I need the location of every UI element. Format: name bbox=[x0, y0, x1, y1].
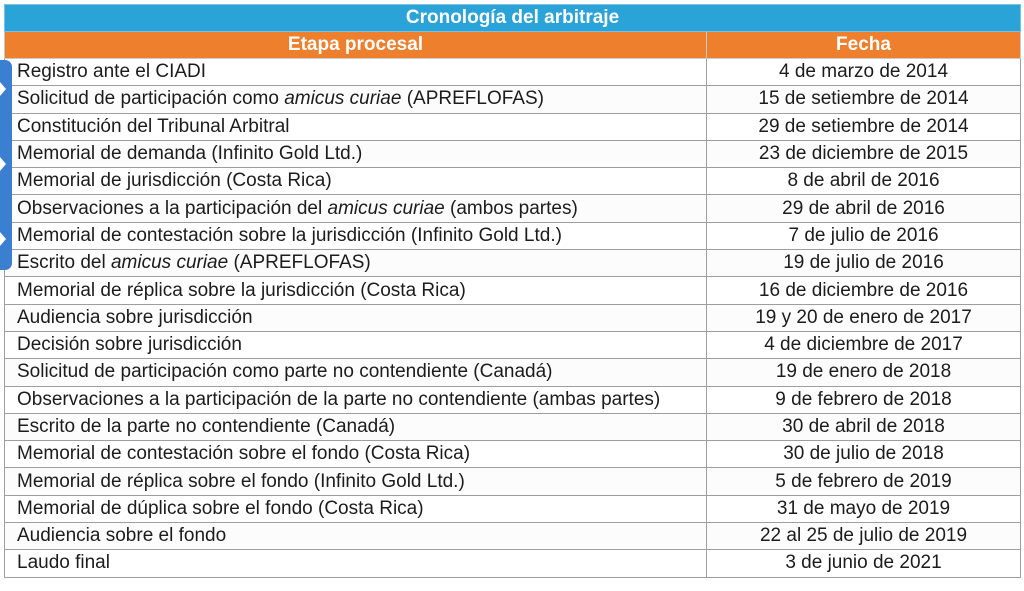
table-row bbox=[5, 304, 1021, 331]
table-row bbox=[5, 277, 1021, 304]
date-cell: 8 de abril de 2016 bbox=[707, 168, 1021, 195]
stage-cell: Audiencia sobre el fondo bbox=[5, 523, 707, 550]
table-row bbox=[5, 222, 1021, 249]
table-row bbox=[5, 386, 1021, 413]
date-cell: 30 de julio de 2018 bbox=[707, 441, 1021, 468]
date-cell: 19 de julio de 2016 bbox=[707, 250, 1021, 277]
tab-notch-icon bbox=[0, 157, 6, 171]
date-cell: 9 de febrero de 2018 bbox=[707, 386, 1021, 413]
table-row bbox=[5, 550, 1021, 577]
table-row bbox=[5, 413, 1021, 440]
header-stage: Etapa procesal bbox=[5, 32, 707, 59]
table-row bbox=[5, 468, 1021, 495]
date-cell: 5 de febrero de 2019 bbox=[707, 468, 1021, 495]
date-cell: 15 de setiembre de 2014 bbox=[707, 86, 1021, 113]
date-cell: 19 y 20 de enero de 2017 bbox=[707, 304, 1021, 331]
stage-cell: Escrito de la parte no contendiente (Canadá) bbox=[5, 413, 707, 440]
stage-cell: Memorial de demanda (Infinito Gold Ltd.) bbox=[5, 140, 707, 167]
chronology-table-frame bbox=[4, 4, 1020, 586]
stage-cell: Observaciones a la participación del amicus curiae (ambos partes) bbox=[5, 195, 707, 222]
date-cell: 19 de enero de 2018 bbox=[707, 359, 1021, 386]
table-title: Cronología del arbitraje bbox=[5, 5, 1021, 32]
date-cell: 3 de junio de 2021 bbox=[707, 550, 1021, 577]
table-body bbox=[5, 59, 1021, 578]
table-row bbox=[5, 495, 1021, 522]
stage-cell: Memorial de réplica sobre el fondo (Infinito Gold Ltd.) bbox=[5, 468, 707, 495]
date-cell: 29 de setiembre de 2014 bbox=[707, 113, 1021, 140]
date-cell: 4 de diciembre de 2017 bbox=[707, 331, 1021, 358]
chronology-table bbox=[4, 4, 1021, 578]
stage-cell: Decisión sobre jurisdicción bbox=[5, 331, 707, 358]
table-row bbox=[5, 140, 1021, 167]
table-row bbox=[5, 86, 1021, 113]
date-cell: 23 de diciembre de 2015 bbox=[707, 140, 1021, 167]
date-cell: 31 de mayo de 2019 bbox=[707, 495, 1021, 522]
table-row bbox=[5, 59, 1021, 86]
table-row bbox=[5, 250, 1021, 277]
stage-cell: Memorial de dúplica sobre el fondo (Costa Rica) bbox=[5, 495, 707, 522]
stage-cell: Memorial de contestación sobre la jurisdicción (Infinito Gold Ltd.) bbox=[5, 222, 707, 249]
table-header-row bbox=[5, 32, 1021, 59]
stage-cell: Observaciones a la participación de la parte no contendiente (ambas partes) bbox=[5, 386, 707, 413]
table-row bbox=[5, 359, 1021, 386]
date-cell: 7 de julio de 2016 bbox=[707, 222, 1021, 249]
header-date: Fecha bbox=[707, 32, 1021, 59]
table-row bbox=[5, 523, 1021, 550]
stage-cell: Memorial de jurisdicción (Costa Rica) bbox=[5, 168, 707, 195]
table-row bbox=[5, 195, 1021, 222]
date-cell: 16 de diciembre de 2016 bbox=[707, 277, 1021, 304]
tab-notch-icon bbox=[0, 232, 6, 246]
stage-cell: Escrito del amicus curiae (APREFLOFAS) bbox=[5, 250, 707, 277]
tab-notch-icon bbox=[0, 82, 6, 96]
date-cell: 30 de abril de 2018 bbox=[707, 413, 1021, 440]
table-row bbox=[5, 113, 1021, 140]
table-row bbox=[5, 331, 1021, 358]
stage-cell: Solicitud de participación como parte no contendiente (Canadá) bbox=[5, 359, 707, 386]
stage-cell: Constitución del Tribunal Arbitral bbox=[5, 113, 707, 140]
stage-cell: Memorial de contestación sobre el fondo (Costa Rica) bbox=[5, 441, 707, 468]
stage-cell: Solicitud de participación como amicus curiae (APREFLOFAS) bbox=[5, 86, 707, 113]
latin-term: amicus curiae bbox=[327, 197, 445, 219]
stage-cell: Memorial de réplica sobre la jurisdicción (Costa Rica) bbox=[5, 277, 707, 304]
stage-cell: Audiencia sobre jurisdicción bbox=[5, 304, 707, 331]
table-row bbox=[5, 441, 1021, 468]
stage-cell: Registro ante el CIADI bbox=[5, 59, 707, 86]
date-cell: 22 al 25 de julio de 2019 bbox=[707, 523, 1021, 550]
table-title-row bbox=[5, 5, 1021, 32]
table-row bbox=[5, 168, 1021, 195]
date-cell: 4 de marzo de 2014 bbox=[707, 59, 1021, 86]
latin-term: amicus curiae bbox=[284, 88, 402, 110]
date-cell: 29 de abril de 2016 bbox=[707, 195, 1021, 222]
stage-cell: Laudo final bbox=[5, 550, 707, 577]
latin-term: amicus curiae bbox=[110, 252, 229, 274]
